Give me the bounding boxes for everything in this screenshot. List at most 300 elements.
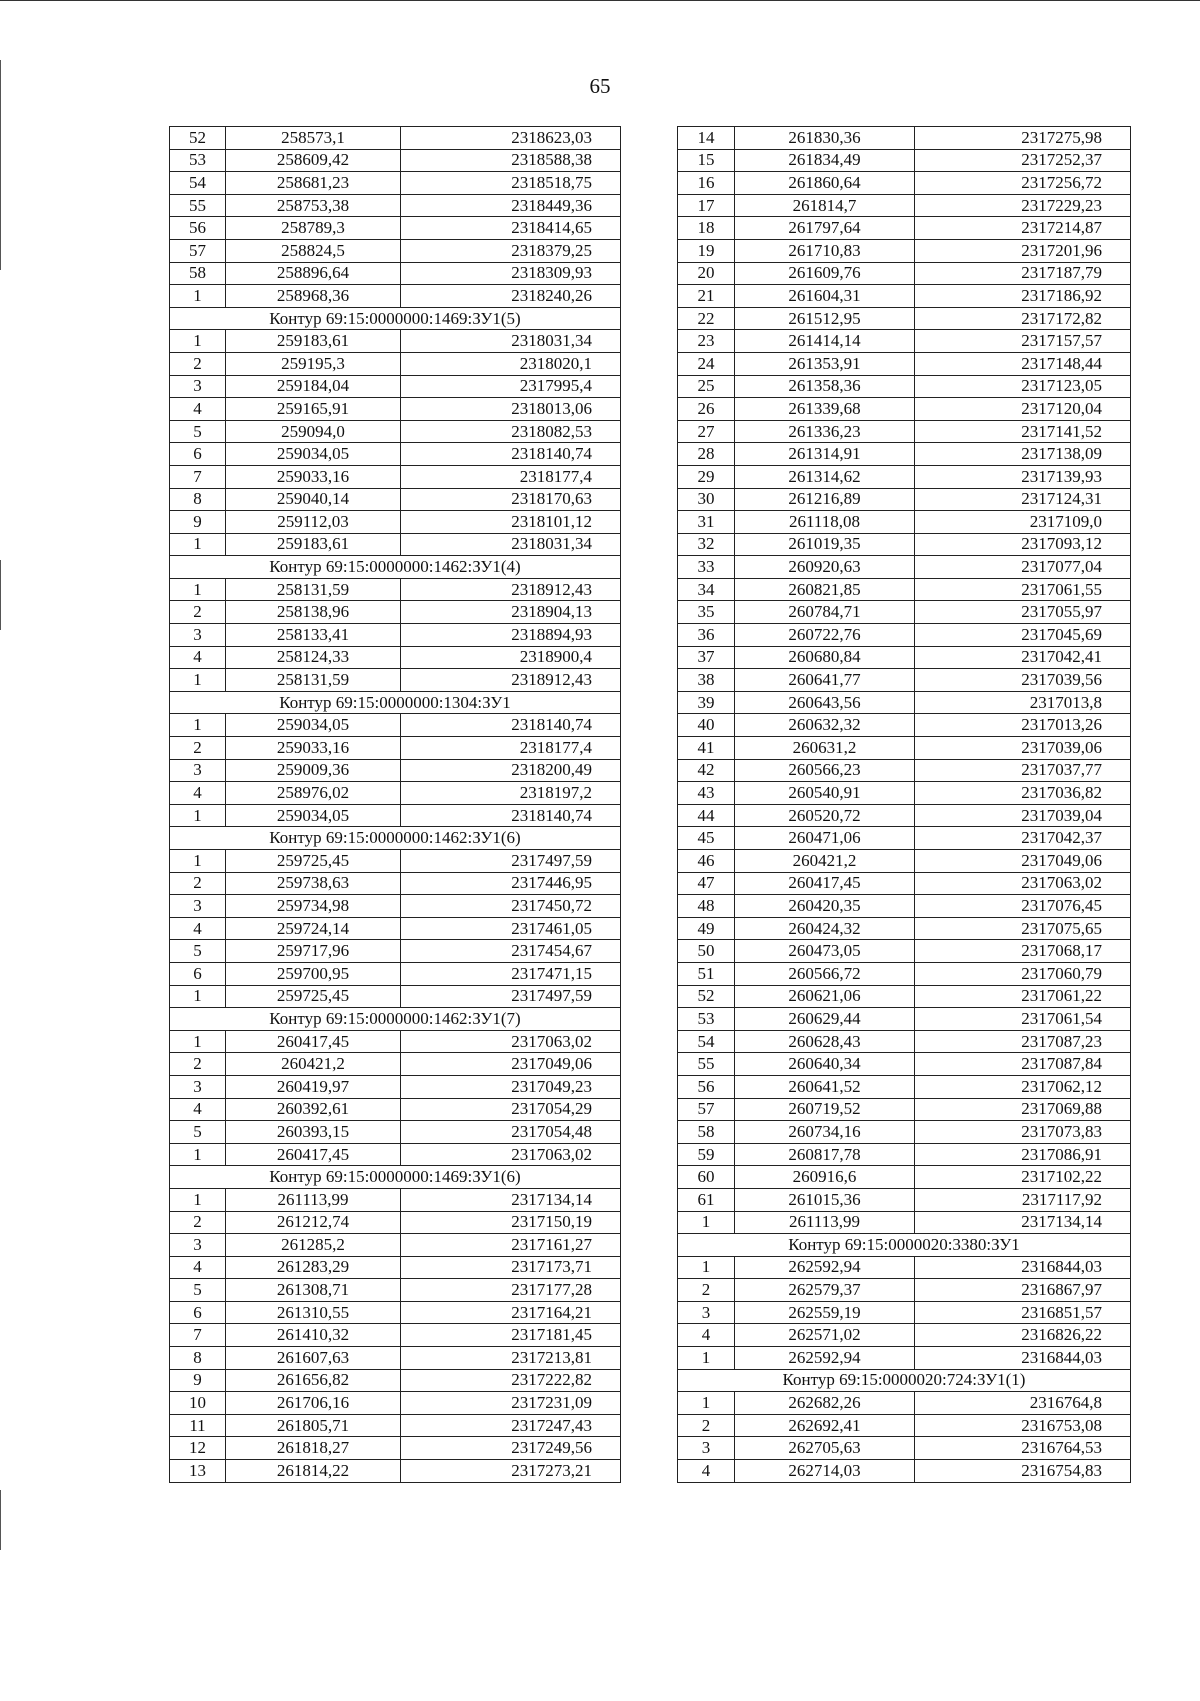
table-row [170, 1460, 621, 1483]
x-coordinate-cell: 261609,76 [735, 262, 915, 285]
table-row [170, 940, 621, 963]
x-coordinate-cell: 259725,45 [226, 850, 401, 873]
x-coordinate-cell: 258609,42 [226, 149, 401, 172]
x-coordinate-cell: 260629,44 [735, 1008, 915, 1031]
x-coordinate-cell: 261834,49 [735, 149, 915, 172]
point-number-cell: 48 [678, 895, 735, 918]
x-coordinate-cell: 261414,14 [735, 330, 915, 353]
table-row [170, 1211, 621, 1234]
x-coordinate-cell: 261310,55 [226, 1301, 401, 1324]
x-coordinate-cell: 260719,52 [735, 1098, 915, 1121]
table-row [678, 895, 1131, 918]
x-coordinate-cell: 262592,94 [735, 1347, 915, 1370]
table-row [678, 285, 1131, 308]
table-row [678, 533, 1131, 556]
point-number-cell: 39 [678, 691, 735, 714]
y-coordinate-cell: 2317139,93 [915, 465, 1131, 488]
point-number-cell: 40 [678, 714, 735, 737]
point-number-cell: 19 [678, 239, 735, 262]
point-number-cell: 2 [678, 1414, 735, 1437]
table-row [678, 1121, 1131, 1144]
point-number-cell: 61 [678, 1188, 735, 1211]
x-coordinate-cell: 260417,45 [226, 1143, 401, 1166]
y-coordinate-cell: 2316844,03 [915, 1347, 1131, 1370]
x-coordinate-cell: 260424,32 [735, 917, 915, 940]
point-number-cell: 47 [678, 872, 735, 895]
contour-header-row [170, 827, 621, 850]
point-number-cell: 1 [170, 804, 226, 827]
x-coordinate-cell: 259033,16 [226, 465, 401, 488]
y-coordinate-cell: 2317247,43 [401, 1414, 621, 1437]
table-row [170, 1392, 621, 1415]
table-row [170, 962, 621, 985]
table-row [678, 352, 1131, 375]
x-coordinate-cell: 261314,62 [735, 465, 915, 488]
y-coordinate-cell: 2318101,12 [401, 511, 621, 534]
point-number-cell: 17 [678, 194, 735, 217]
table-row [170, 1234, 621, 1257]
table-row [170, 217, 621, 240]
table-row [678, 850, 1131, 873]
y-coordinate-cell: 2316753,08 [915, 1414, 1131, 1437]
table-row [170, 194, 621, 217]
table-row [678, 714, 1131, 737]
y-coordinate-cell: 2317138,09 [915, 443, 1131, 466]
y-coordinate-cell: 2317013,26 [915, 714, 1131, 737]
contour-header-row [678, 1234, 1131, 1257]
point-number-cell: 1 [170, 714, 226, 737]
y-coordinate-cell: 2317124,31 [915, 488, 1131, 511]
y-coordinate-cell: 2317093,12 [915, 533, 1131, 556]
point-number-cell: 3 [678, 1437, 735, 1460]
y-coordinate-cell: 2317252,37 [915, 149, 1131, 172]
point-number-cell: 2 [170, 352, 226, 375]
x-coordinate-cell: 262682,26 [735, 1392, 915, 1415]
x-coordinate-cell: 262559,19 [735, 1301, 915, 1324]
table-row [678, 872, 1131, 895]
x-coordinate-cell: 260419,97 [226, 1075, 401, 1098]
point-number-cell: 26 [678, 398, 735, 421]
x-coordinate-cell: 258968,36 [226, 285, 401, 308]
table-row [170, 917, 621, 940]
y-coordinate-cell: 2317134,14 [915, 1211, 1131, 1234]
y-coordinate-cell: 2317134,14 [401, 1188, 621, 1211]
contour-header-row [170, 556, 621, 579]
table-row [170, 1414, 621, 1437]
point-number-cell: 13 [170, 1460, 226, 1483]
y-coordinate-cell: 2317062,12 [915, 1075, 1131, 1098]
table-row [170, 601, 621, 624]
table-row [170, 352, 621, 375]
point-number-cell: 4 [170, 398, 226, 421]
point-number-cell: 55 [170, 194, 226, 217]
point-number-cell: 15 [678, 149, 735, 172]
x-coordinate-cell: 262592,94 [735, 1256, 915, 1279]
x-coordinate-cell: 260643,56 [735, 691, 915, 714]
table-row [170, 533, 621, 556]
table-row [678, 556, 1131, 579]
table-row [678, 917, 1131, 940]
table-row [678, 1030, 1131, 1053]
table-row [678, 511, 1131, 534]
table-row [170, 985, 621, 1008]
y-coordinate-cell: 2317055,97 [915, 601, 1131, 624]
y-coordinate-cell: 2317049,06 [915, 850, 1131, 873]
point-number-cell: 32 [678, 533, 735, 556]
table-row [678, 1166, 1131, 1189]
table-row [170, 239, 621, 262]
table-row [170, 1256, 621, 1279]
table-row [678, 827, 1131, 850]
point-number-cell: 2 [170, 737, 226, 760]
y-coordinate-cell: 2318449,36 [401, 194, 621, 217]
point-number-cell: 3 [170, 759, 226, 782]
point-number-cell: 56 [678, 1075, 735, 1098]
table-row [170, 1347, 621, 1370]
y-coordinate-cell: 2317061,55 [915, 578, 1131, 601]
y-coordinate-cell: 2317054,48 [401, 1121, 621, 1144]
x-coordinate-cell: 262714,03 [735, 1460, 915, 1483]
y-coordinate-cell: 2317229,23 [915, 194, 1131, 217]
coordinates-table-right [677, 126, 1131, 1483]
x-coordinate-cell: 261814,7 [735, 194, 915, 217]
x-coordinate-cell: 261358,36 [735, 375, 915, 398]
point-number-cell: 3 [170, 624, 226, 647]
table-row [170, 624, 621, 647]
table-row [170, 1188, 621, 1211]
table-row [170, 782, 621, 805]
y-coordinate-cell: 2318140,74 [401, 804, 621, 827]
table-row [170, 149, 621, 172]
point-number-cell: 9 [170, 511, 226, 534]
x-coordinate-cell: 260628,43 [735, 1030, 915, 1053]
point-number-cell: 4 [170, 917, 226, 940]
table-row [678, 398, 1131, 421]
point-number-cell: 25 [678, 375, 735, 398]
point-number-cell: 54 [678, 1030, 735, 1053]
table-row [170, 1030, 621, 1053]
table-row [678, 737, 1131, 760]
y-coordinate-cell: 2317063,02 [915, 872, 1131, 895]
point-number-cell: 34 [678, 578, 735, 601]
x-coordinate-cell: 260734,16 [735, 1121, 915, 1144]
x-coordinate-cell: 260722,76 [735, 624, 915, 647]
table-row [170, 420, 621, 443]
table-row [678, 1460, 1131, 1483]
contour-header: Контур 69:15:0000020:3380:ЗУ1 [678, 1234, 1131, 1257]
y-coordinate-cell: 2317076,45 [915, 895, 1131, 918]
x-coordinate-cell: 260566,72 [735, 962, 915, 985]
point-number-cell: 4 [170, 646, 226, 669]
y-coordinate-cell: 2317275,98 [915, 127, 1131, 150]
point-number-cell: 3 [170, 1075, 226, 1098]
table-row [678, 782, 1131, 805]
point-number-cell: 27 [678, 420, 735, 443]
x-coordinate-cell: 259034,05 [226, 804, 401, 827]
table-row [170, 1324, 621, 1347]
x-coordinate-cell: 260471,06 [735, 827, 915, 850]
point-number-cell: 43 [678, 782, 735, 805]
y-coordinate-cell: 2318177,4 [401, 737, 621, 760]
scan-edge-mark [0, 560, 1, 630]
y-coordinate-cell: 2317087,84 [915, 1053, 1131, 1076]
point-number-cell: 58 [678, 1121, 735, 1144]
point-number-cell: 35 [678, 601, 735, 624]
point-number-cell: 58 [170, 262, 226, 285]
table-row [678, 646, 1131, 669]
x-coordinate-cell: 261308,71 [226, 1279, 401, 1302]
table-row [170, 804, 621, 827]
table-row [170, 375, 621, 398]
y-coordinate-cell: 2318020,1 [401, 352, 621, 375]
point-number-cell: 7 [170, 465, 226, 488]
table-row [678, 1392, 1131, 1415]
y-coordinate-cell: 2318894,93 [401, 624, 621, 647]
table-row [170, 511, 621, 534]
contour-header: Контур 69:15:0000000:1462:ЗУ1(4) [170, 556, 621, 579]
y-coordinate-cell: 2317172,82 [915, 307, 1131, 330]
x-coordinate-cell: 260421,2 [735, 850, 915, 873]
contour-header: Контур 69:15:0000000:1469:ЗУ1(5) [170, 307, 621, 330]
point-number-cell: 29 [678, 465, 735, 488]
table-row [678, 1256, 1131, 1279]
y-coordinate-cell: 2317120,04 [915, 398, 1131, 421]
x-coordinate-cell: 260393,15 [226, 1121, 401, 1144]
x-coordinate-cell: 260621,06 [735, 985, 915, 1008]
point-number-cell: 50 [678, 940, 735, 963]
point-number-cell: 1 [678, 1256, 735, 1279]
y-coordinate-cell: 2317054,29 [401, 1098, 621, 1121]
y-coordinate-cell: 2316826,22 [915, 1324, 1131, 1347]
x-coordinate-cell: 258133,41 [226, 624, 401, 647]
table-row [678, 1279, 1131, 1302]
y-coordinate-cell: 2318013,06 [401, 398, 621, 421]
y-coordinate-cell: 2317148,44 [915, 352, 1131, 375]
x-coordinate-cell: 259725,45 [226, 985, 401, 1008]
contour-header-row [170, 691, 621, 714]
y-coordinate-cell: 2317497,59 [401, 985, 621, 1008]
point-number-cell: 20 [678, 262, 735, 285]
table-row [170, 1369, 621, 1392]
point-number-cell: 5 [170, 420, 226, 443]
y-coordinate-cell: 2317049,06 [401, 1053, 621, 1076]
y-coordinate-cell: 2316867,97 [915, 1279, 1131, 1302]
x-coordinate-cell: 260821,85 [735, 578, 915, 601]
y-coordinate-cell: 2317157,57 [915, 330, 1131, 353]
y-coordinate-cell: 2317117,92 [915, 1188, 1131, 1211]
y-coordinate-cell: 2317036,82 [915, 782, 1131, 805]
point-number-cell: 12 [170, 1437, 226, 1460]
y-coordinate-cell: 2318197,2 [401, 782, 621, 805]
y-coordinate-cell: 2318309,93 [401, 262, 621, 285]
contour-header: Контур 69:15:0000000:1462:ЗУ1(6) [170, 827, 621, 850]
x-coordinate-cell: 258138,96 [226, 601, 401, 624]
x-coordinate-cell: 261019,35 [735, 533, 915, 556]
y-coordinate-cell: 2318082,53 [401, 420, 621, 443]
x-coordinate-cell: 261314,91 [735, 443, 915, 466]
point-number-cell: 1 [170, 985, 226, 1008]
point-number-cell: 2 [678, 1279, 735, 1302]
x-coordinate-cell: 261512,95 [735, 307, 915, 330]
y-coordinate-cell: 2317461,05 [401, 917, 621, 940]
x-coordinate-cell: 261830,36 [735, 127, 915, 150]
table-row [678, 307, 1131, 330]
table-row [170, 465, 621, 488]
point-number-cell: 22 [678, 307, 735, 330]
table-row [678, 1008, 1131, 1031]
x-coordinate-cell: 262705,63 [735, 1437, 915, 1460]
x-coordinate-cell: 262571,02 [735, 1324, 915, 1347]
x-coordinate-cell: 261015,36 [735, 1188, 915, 1211]
point-number-cell: 51 [678, 962, 735, 985]
y-coordinate-cell: 2317256,72 [915, 172, 1131, 195]
point-number-cell: 24 [678, 352, 735, 375]
point-number-cell: 36 [678, 624, 735, 647]
x-coordinate-cell: 259183,61 [226, 330, 401, 353]
point-number-cell: 4 [170, 1256, 226, 1279]
y-coordinate-cell: 2317069,88 [915, 1098, 1131, 1121]
point-number-cell: 1 [678, 1347, 735, 1370]
table-row [678, 962, 1131, 985]
x-coordinate-cell: 260640,34 [735, 1053, 915, 1076]
table-row [170, 488, 621, 511]
point-number-cell: 56 [170, 217, 226, 240]
contour-header-row [678, 1369, 1131, 1392]
y-coordinate-cell: 2317039,56 [915, 669, 1131, 692]
y-coordinate-cell: 2317123,05 [915, 375, 1131, 398]
table-row [170, 398, 621, 421]
x-coordinate-cell: 258976,02 [226, 782, 401, 805]
table-row [678, 669, 1131, 692]
y-coordinate-cell: 2317187,79 [915, 262, 1131, 285]
table-row [170, 1301, 621, 1324]
x-coordinate-cell: 262692,41 [735, 1414, 915, 1437]
y-coordinate-cell: 2317042,37 [915, 827, 1131, 850]
table-row [678, 1098, 1131, 1121]
x-coordinate-cell: 261710,83 [735, 239, 915, 262]
x-coordinate-cell: 260680,84 [735, 646, 915, 669]
x-coordinate-cell: 261656,82 [226, 1369, 401, 1392]
x-coordinate-cell: 259734,98 [226, 895, 401, 918]
x-coordinate-cell: 260784,71 [735, 601, 915, 624]
point-number-cell: 1 [170, 1143, 226, 1166]
coordinates-table-left [169, 126, 621, 1483]
table-row [678, 691, 1131, 714]
point-number-cell: 4 [170, 1098, 226, 1121]
point-number-cell: 5 [170, 1279, 226, 1302]
x-coordinate-cell: 259034,05 [226, 443, 401, 466]
y-coordinate-cell: 2317141,52 [915, 420, 1131, 443]
x-coordinate-cell: 258124,33 [226, 646, 401, 669]
y-coordinate-cell: 2316754,83 [915, 1460, 1131, 1483]
point-number-cell: 41 [678, 737, 735, 760]
table-row [170, 1279, 621, 1302]
y-coordinate-cell: 2318170,63 [401, 488, 621, 511]
point-number-cell: 9 [170, 1369, 226, 1392]
y-coordinate-cell: 2317450,72 [401, 895, 621, 918]
x-coordinate-cell: 258573,1 [226, 127, 401, 150]
point-number-cell: 4 [170, 782, 226, 805]
x-coordinate-cell: 261860,64 [735, 172, 915, 195]
table-row [678, 985, 1131, 1008]
point-number-cell: 55 [678, 1053, 735, 1076]
x-coordinate-cell: 261118,08 [735, 511, 915, 534]
x-coordinate-cell: 259165,91 [226, 398, 401, 421]
table-row [170, 850, 621, 873]
x-coordinate-cell: 259040,14 [226, 488, 401, 511]
x-coordinate-cell: 260920,63 [735, 556, 915, 579]
y-coordinate-cell: 2318518,75 [401, 172, 621, 195]
x-coordinate-cell: 260817,78 [735, 1143, 915, 1166]
x-coordinate-cell: 261818,27 [226, 1437, 401, 1460]
point-number-cell: 57 [678, 1098, 735, 1121]
x-coordinate-cell: 258896,64 [226, 262, 401, 285]
table-row [170, 1075, 621, 1098]
table-row [170, 1053, 621, 1076]
scan-edge-mark [0, 1490, 1, 1550]
y-coordinate-cell: 2317471,15 [401, 962, 621, 985]
x-coordinate-cell: 258789,3 [226, 217, 401, 240]
point-number-cell: 49 [678, 917, 735, 940]
x-coordinate-cell: 260632,32 [735, 714, 915, 737]
table-row [678, 1347, 1131, 1370]
point-number-cell: 5 [170, 940, 226, 963]
table-row [170, 330, 621, 353]
table-row [170, 1098, 621, 1121]
point-number-cell: 3 [678, 1301, 735, 1324]
contour-header: Контур 69:15:0000000:1304:ЗУ1 [170, 691, 621, 714]
point-number-cell: 1 [170, 1188, 226, 1211]
y-coordinate-cell: 2318031,34 [401, 330, 621, 353]
y-coordinate-cell: 2317446,95 [401, 872, 621, 895]
table-row [170, 443, 621, 466]
x-coordinate-cell: 259183,61 [226, 533, 401, 556]
table-row [678, 1053, 1131, 1076]
x-coordinate-cell: 261339,68 [735, 398, 915, 421]
point-number-cell: 28 [678, 443, 735, 466]
y-coordinate-cell: 2317061,54 [915, 1008, 1131, 1031]
table-row [678, 624, 1131, 647]
y-coordinate-cell: 2317214,87 [915, 217, 1131, 240]
point-number-cell: 4 [678, 1460, 735, 1483]
y-coordinate-cell: 2316844,03 [915, 1256, 1131, 1279]
y-coordinate-cell: 2317061,22 [915, 985, 1131, 1008]
y-coordinate-cell: 2318177,4 [401, 465, 621, 488]
x-coordinate-cell: 259717,96 [226, 940, 401, 963]
x-coordinate-cell: 262579,37 [735, 1279, 915, 1302]
point-number-cell: 53 [678, 1008, 735, 1031]
point-number-cell: 6 [170, 443, 226, 466]
point-number-cell: 6 [170, 962, 226, 985]
x-coordinate-cell: 259724,14 [226, 917, 401, 940]
table-row [678, 217, 1131, 240]
table-row [170, 1143, 621, 1166]
y-coordinate-cell: 2318912,43 [401, 578, 621, 601]
y-coordinate-cell: 2317075,65 [915, 917, 1131, 940]
table-row [170, 737, 621, 760]
x-coordinate-cell: 261113,99 [735, 1211, 915, 1234]
point-number-cell: 21 [678, 285, 735, 308]
y-coordinate-cell: 2317454,67 [401, 940, 621, 963]
y-coordinate-cell: 2317150,19 [401, 1211, 621, 1234]
table-row [678, 1188, 1131, 1211]
x-coordinate-cell: 259009,36 [226, 759, 401, 782]
y-coordinate-cell: 2316851,57 [915, 1301, 1131, 1324]
x-coordinate-cell: 259034,05 [226, 714, 401, 737]
y-coordinate-cell: 2317173,71 [401, 1256, 621, 1279]
point-number-cell: 44 [678, 804, 735, 827]
point-number-cell: 42 [678, 759, 735, 782]
